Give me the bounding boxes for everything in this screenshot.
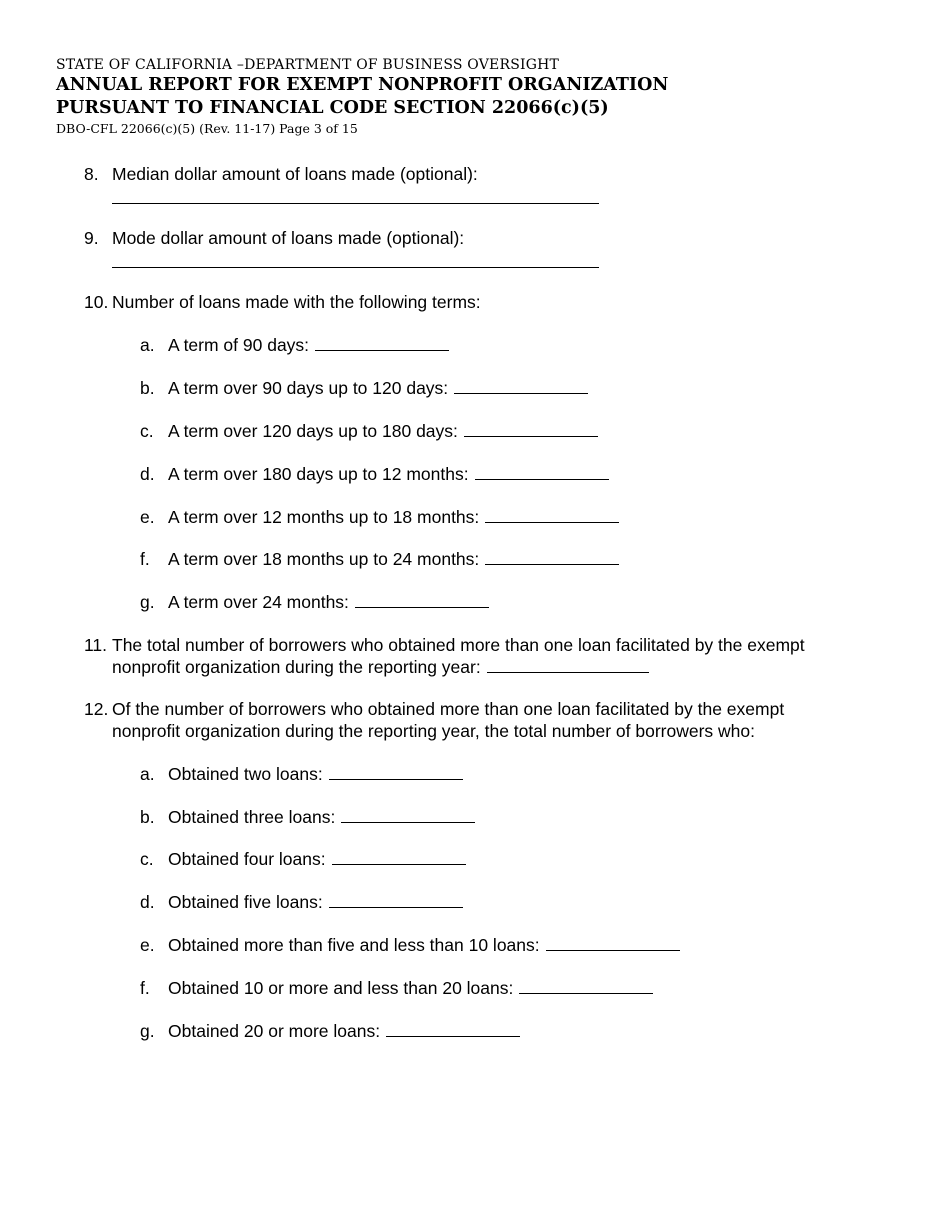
item-letter: a. (140, 764, 155, 784)
term-180-days-12-months-field[interactable] (475, 463, 609, 480)
item-letter: e. (140, 507, 155, 527)
item-text: A term over 24 months: (168, 592, 349, 612)
question-text-line2: nonprofit organization during the reporting year: (112, 657, 481, 677)
question-10 (84, 291, 844, 315)
question-number: 12. (84, 699, 109, 719)
question-text-line1: The total number of borrowers who obtained more than one loan facilitated by the exempt (112, 635, 805, 655)
item-text: A term over 180 days up to 12 months: (168, 464, 469, 484)
item-text: Obtained more than five and less than 10 loans: (168, 935, 540, 955)
question-8 (84, 163, 844, 213)
item-text: Obtained four loans: (168, 849, 326, 869)
item-letter: d. (140, 892, 155, 912)
mode-amount-field[interactable] (112, 267, 599, 268)
ten-to-twenty-loans-field[interactable] (519, 977, 653, 994)
question-number: 8. (84, 164, 99, 184)
item-text: A term of 90 days: (168, 335, 310, 355)
form-id: DBO-CFL 22066(c)(5) (Rev. 11-17) Page 3 of 15 (56, 121, 358, 136)
item-text: A term over 18 months up to 24 months: (168, 549, 480, 569)
item-text: Obtained five loans: (168, 892, 323, 912)
term-over-24-months-field[interactable] (355, 591, 489, 608)
item-letter: g. (140, 592, 155, 612)
term-120-180-days-field[interactable] (464, 420, 598, 437)
item-letter: f. (140, 549, 150, 569)
term-90-days-field[interactable] (315, 334, 449, 351)
question-text: Number of loans made with the following terms: (112, 292, 481, 312)
item-letter: f. (140, 978, 150, 998)
question-text-line2: nonprofit organization during the reporting year, the total number of borrowers who: (112, 721, 756, 741)
form-header (56, 56, 668, 137)
item-text: Obtained two loans: (168, 764, 323, 784)
report-title-line1: ANNUAL REPORT FOR EXEMPT NONPROFIT ORGANIZATION (56, 75, 669, 95)
twenty-plus-loans-field[interactable] (386, 1020, 520, 1037)
question-11 (84, 634, 884, 682)
item-letter: d. (140, 464, 155, 484)
item-text: Obtained 10 or more and less than 20 loans: (168, 978, 514, 998)
item-text: A term over 120 days up to 180 days: (168, 421, 458, 441)
agency-name: STATE OF CALIFORNIA –DEPARTMENT OF BUSINESS OVERSIGHT (56, 57, 560, 73)
question-12 (84, 698, 884, 746)
question-text-line1: Of the number of borrowers who obtained more than one loan facilitated by the exempt (112, 699, 785, 719)
median-amount-field[interactable] (112, 203, 599, 204)
item-letter: g. (140, 1021, 155, 1041)
item-text: Obtained 20 or more loans: (168, 1021, 381, 1041)
item-letter: b. (140, 378, 155, 398)
item-letter: a. (140, 335, 155, 355)
five-to-ten-loans-field[interactable] (546, 934, 680, 951)
item-text: Obtained three loans: (168, 807, 336, 827)
question-number: 10. (84, 292, 109, 312)
question-text: Mode dollar amount of loans made (optional): (112, 228, 465, 248)
four-loans-field[interactable] (332, 848, 466, 865)
item-text: A term over 12 months up to 18 months: (168, 507, 480, 527)
question-number: 9. (84, 228, 99, 248)
two-loans-field[interactable] (329, 763, 463, 780)
five-loans-field[interactable] (329, 891, 463, 908)
item-letter: c. (140, 421, 154, 441)
report-title-line2: PURSUANT TO FINANCIAL CODE SECTION 22066(c)(5) (56, 98, 609, 118)
question-text: Median dollar amount of loans made (optional): (112, 164, 478, 184)
item-letter: e. (140, 935, 155, 955)
term-12-18-months-field[interactable] (485, 506, 619, 523)
item-text: A term over 90 days up to 120 days: (168, 378, 449, 398)
repeat-borrowers-field[interactable] (487, 656, 649, 673)
question-9 (84, 227, 844, 277)
question-number: 11. (84, 635, 108, 655)
term-18-24-months-field[interactable] (485, 548, 619, 565)
three-loans-field[interactable] (341, 806, 475, 823)
term-90-120-days-field[interactable] (454, 377, 588, 394)
item-letter: c. (140, 849, 154, 869)
item-letter: b. (140, 807, 155, 827)
